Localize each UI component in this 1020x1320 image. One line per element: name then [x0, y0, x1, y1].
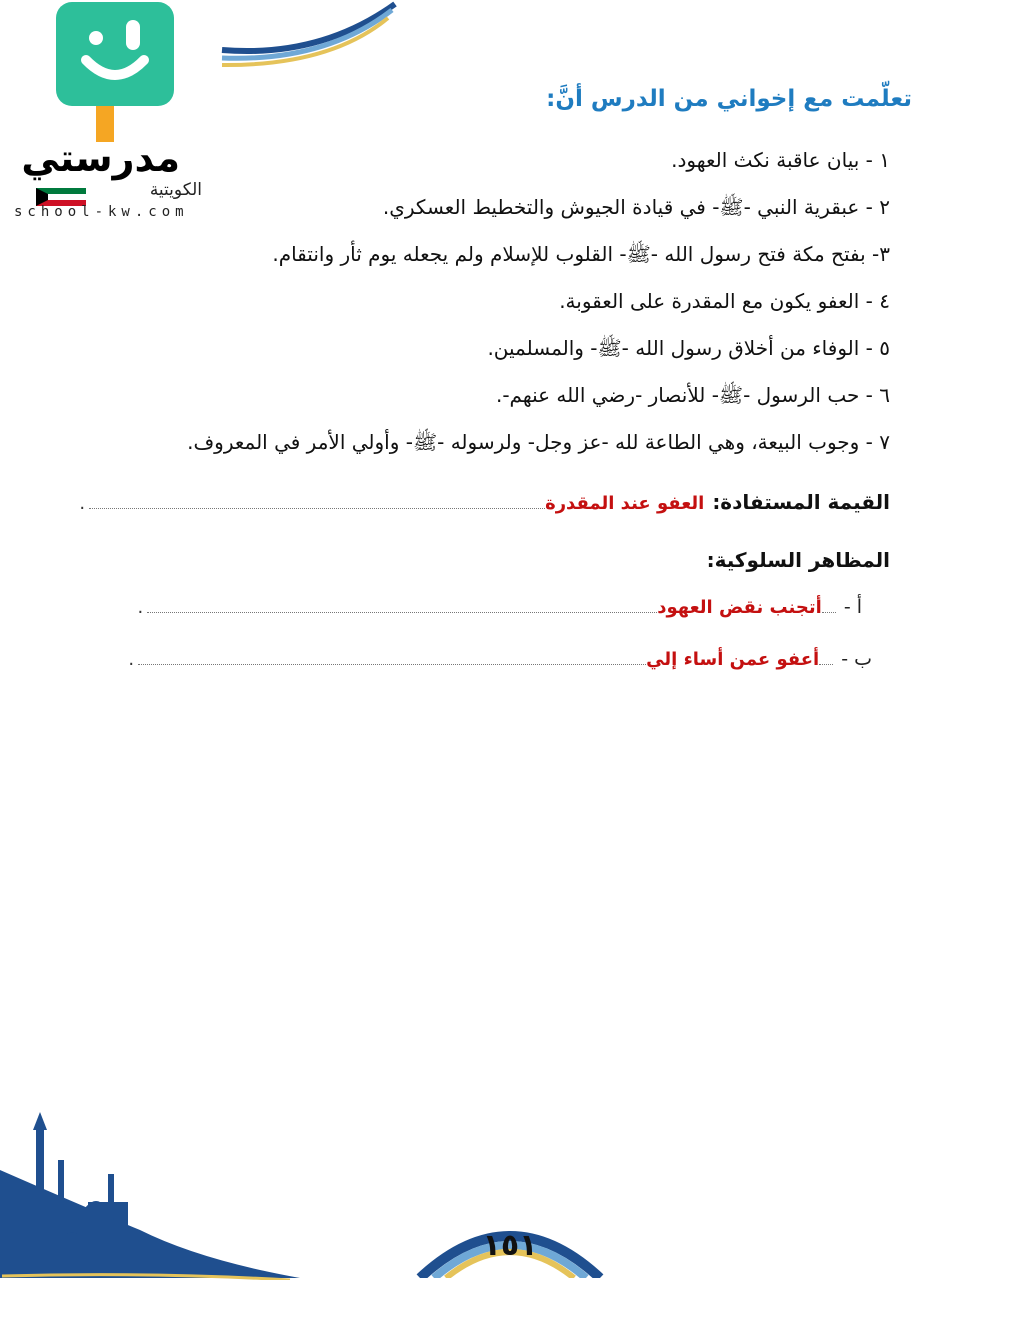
lesson-point: ٤ - العفو يكون مع المقدرة على العقوبة.	[559, 289, 890, 313]
lesson-point: ٦ - حب الرسول -ﷺ- للأنصار -رضي الله عنهم-.	[495, 383, 890, 407]
lesson-point: ٣- بفتح مكة فتح رسول الله -ﷺ- القلوب للإسلام ولم يجعله يوم ثأر وانتقام.	[272, 242, 890, 266]
end-period: .	[79, 493, 86, 514]
item-letter: ب -	[841, 648, 872, 670]
section-heading: تعلّمت مع إخواني من الدرس أنَّ:	[546, 86, 912, 112]
brand-name: مدرستي	[21, 136, 180, 180]
answer-line	[89, 494, 545, 509]
brand-subtitle: الكويتية	[149, 180, 202, 200]
value-label: القيمة المستفادة:	[712, 490, 890, 514]
answer-line	[138, 650, 646, 665]
brand-url: school-kw.com	[14, 204, 189, 220]
end-period: .	[137, 597, 144, 618]
brand-logo	[56, 2, 174, 106]
answer-line	[147, 598, 657, 613]
lesson-point: ٥ - الوفاء من أخلاق رسول الله -ﷺ- والمسلمين.	[487, 336, 890, 360]
answer-line	[819, 650, 833, 665]
behavior-answer: أعفو عمن أساء إلي	[646, 649, 820, 670]
behavior-item	[137, 596, 862, 618]
behaviors-heading-row	[707, 548, 890, 572]
lesson-point: ١ - بيان عاقبة نكث العهود.	[671, 148, 890, 172]
answer-line	[822, 598, 836, 613]
item-letter: أ -	[843, 596, 862, 618]
behavior-item	[128, 648, 872, 670]
header-decoration	[220, 0, 400, 76]
page-number: ١٥١	[482, 1228, 538, 1263]
lesson-point: ٧ - وجوب البيعة، وهي الطاعة لله -عز وجل- ولرسوله -ﷺ- وأولي الأمر في المعروف.	[187, 430, 890, 454]
lesson-point: ٢ - عبقرية النبي -ﷺ- في قيادة الجيوش والتخطيط العسكري.	[382, 195, 890, 219]
end-period: .	[128, 649, 135, 670]
behaviors-label: المظاهر السلوكية:	[706, 548, 890, 572]
value-row	[79, 490, 890, 514]
value-answer: العفو عند المقدرة	[545, 493, 705, 514]
mosque-decoration	[0, 1110, 300, 1284]
behavior-answer: أتجنب نقض العهود	[657, 597, 822, 618]
